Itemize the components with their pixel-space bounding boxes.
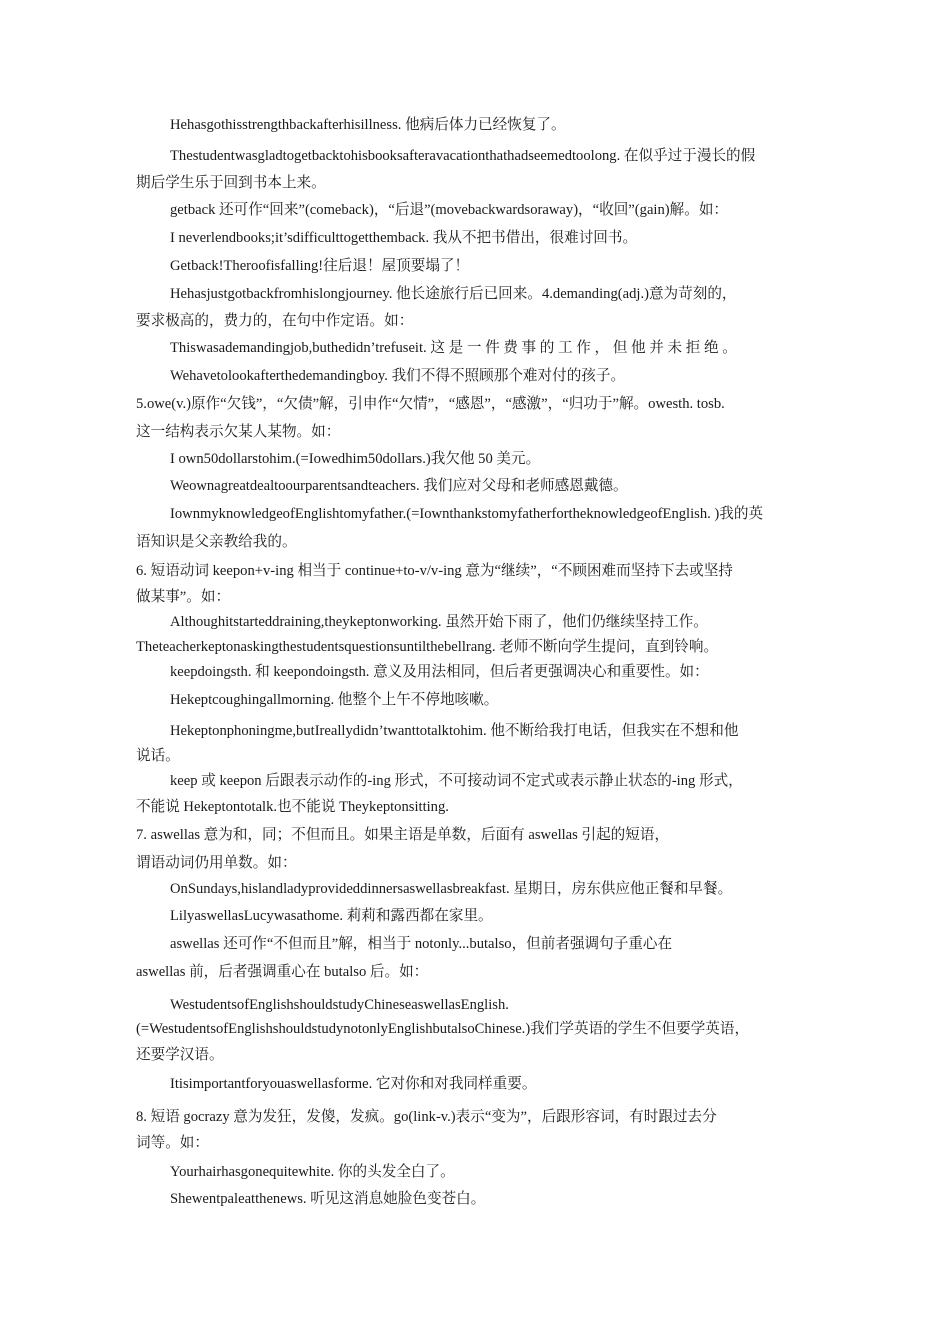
text-line: Weownagreatdealtoourparentsandteachers. 我们应对父母和老师感恩戴德。 — [170, 478, 628, 494]
text-line: I own50dollarstohim.(=Iowedhim50dollars.)我欠他 50 美元。 — [170, 451, 541, 467]
text-line: LilyaswellasLucywasathome. 莉莉和露西都在家里。 — [170, 908, 493, 924]
text-line: 还要学汉语。 — [136, 1047, 224, 1063]
text-line: 语知识是父亲教给我的。 — [136, 534, 297, 550]
text-line: Hekeptcoughingallmorning. 他整个上午不停地咳嗽。 — [170, 692, 499, 708]
text-line: 5.owe(v.)原作“欠钱”，“欠债”解，引申作“欠情”，“感恩”，“感激”，“归功于”解。owesth. tosb. — [136, 396, 725, 412]
text-line: 做某事”。如： — [136, 589, 231, 605]
text-line: Hehasgothisstrengthbackafterhisillness. 他病后体力已经恢复了。 — [170, 117, 566, 133]
text-line: IownmyknowledgeofEnglishtomyfather.(=IownthankstomyfatherfortheknowledgeofEnglish. )我的英 — [170, 506, 764, 522]
text-line: (=WestudentsofEnglishshouldstudynotonlyEnglishbutalsoChinese.)我们学英语的学生不但要学英语， — [136, 1021, 750, 1037]
text-line: Itisimportantforyouaswellasforme. 它对你和对我同样重要。 — [170, 1076, 537, 1092]
text-line: 不能说 Hekeptontotalk.也不能说 Theykeptonsitting. — [136, 799, 449, 815]
text-line: WestudentsofEnglishshouldstudyChineseaswellasEnglish. — [170, 997, 509, 1013]
text-line: 7. aswellas 意为和，同；不但而且。如果主语是单数，后面有 aswellas 引起的短语， — [136, 827, 670, 843]
text-line: keep 或 keepon 后跟表示动作的-ing 形式，不可接动词不定式或表示静止状态的-ing 形式， — [170, 773, 743, 789]
text-line: 说话。 — [136, 748, 180, 764]
text-line: Yourhairhasgonequitewhite. 你的头发全白了。 — [170, 1164, 455, 1180]
text-line: 谓语动词仍用单数。如： — [136, 855, 297, 871]
text-line: aswellas 还可作“不但而且”解，相当于 notonly...butalso，但前者强调句子重心在 — [170, 936, 673, 952]
text-line: 8. 短语 gocrazy 意为发狂，发傻，发疯。go(link-v.)表示“变为”，后跟形容词，有时跟过去分 — [136, 1109, 717, 1125]
text-line: 词等。如： — [136, 1135, 209, 1151]
text-line: Hehasjustgotbackfromhislongjourney. 他长途旅行后已回来。4.demanding(adj.)意为苛刻的， — [170, 286, 737, 302]
text-line: aswellas 前，后者强调重心在 butalso 后。如： — [136, 964, 429, 980]
text-line: Shewentpaleatthenews. 听见这消息她脸色变苍白。 — [170, 1191, 486, 1207]
text-line: I neverlendbooks;it’sdifficulttogetthemback. 我从不把书借出，很难讨回书。 — [170, 230, 638, 246]
text-line: Althoughitstarteddraining,theykeptonworking. 虽然开始下雨了，他们仍继续坚持工作。 — [170, 614, 708, 630]
text-line: OnSundays,hislandladyprovideddinnersaswellasbreakfast. 星期日，房东供应他正餐和早餐。 — [170, 881, 733, 897]
text-line: Thiswasademandingjob,buthedidn’trefuseit. 这 是 一 件 费 事 的 工 作 ， 但 他 并 未 拒 绝 。 — [170, 340, 737, 356]
text-line: 要求极高的，费力的，在句中作定语。如： — [136, 313, 414, 329]
text-line: Wehavetolookafterthedemandingboy. 我们不得不照顾那个难对付的孩子。 — [170, 368, 626, 384]
text-line: keepdoingsth. 和 keepondoingsth. 意义及用法相同，但后者更强调决心和重要性。如： — [170, 664, 709, 680]
text-line: Theteacherkeptonaskingthestudentsquestionsuntilthebellrang. 老师不断向学生提问，直到铃响。 — [136, 639, 719, 655]
text-line: 6. 短语动词 keepon+v-ing 相当于 continue+to-v/v-ing 意为“继续”，“不顾困难而坚持下去或坚持 — [136, 563, 733, 579]
text-line: Hekeptonphoningme,butIreallydidn’twanttotalktohim. 他不断给我打电话，但我实在不想和他 — [170, 723, 739, 739]
text-line: Thestudentwasgladtogetbacktohisbooksafteravacationthathadseemedtoolong. 在似乎过于漫长的假 — [170, 148, 756, 164]
text-line: 这一结构表示欠某人某物。如： — [136, 424, 341, 440]
text-line: getback 还可作“回来”(comeback)，“后退”(movebackwardsoraway)，“收回”(gain)解。如： — [170, 202, 729, 218]
text-line: Getback!Theroofisfalling!往后退！屋顶要塌了！ — [170, 258, 470, 274]
text-line: 期后学生乐于回到书本上来。 — [136, 175, 326, 191]
